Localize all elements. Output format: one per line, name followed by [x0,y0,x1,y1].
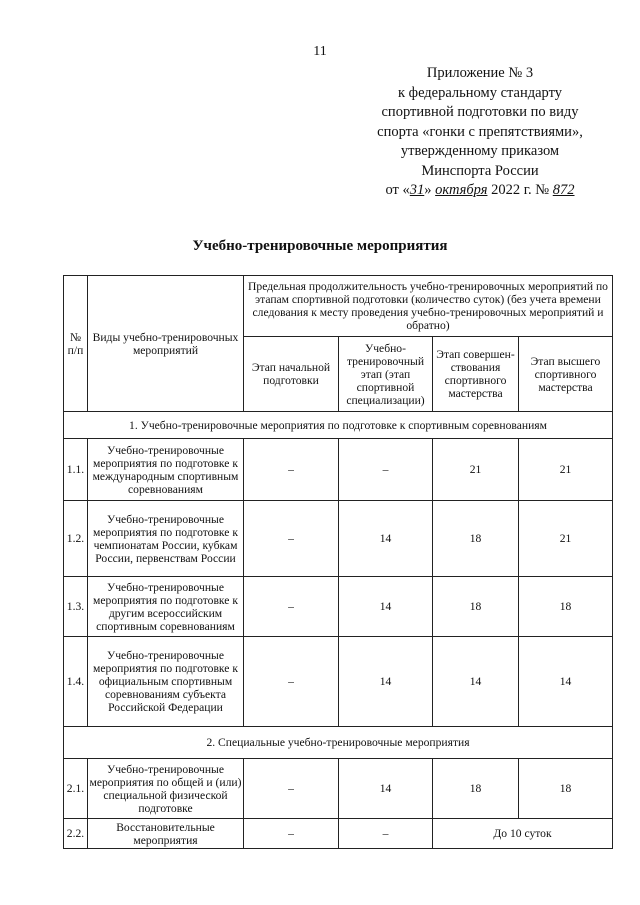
row-value: 18 [519,759,613,819]
row-num: 1.4. [64,637,88,727]
row-value: – [339,819,433,849]
row-value: 18 [433,577,519,637]
section-title: 2. Специальные учебно-тренировочные мероприятия [64,727,613,759]
col-header-stage: Учебно-тренировочный этап (этап спортивной специализации) [339,337,433,412]
order-date-line [360,181,600,201]
table-row [64,501,613,577]
row-value: 18 [433,759,519,819]
row-name: Восстановительные мероприятия [88,819,244,849]
row-value: 14 [519,637,613,727]
page-number: 11 [313,44,327,59]
appendix-line: Приложение № 3 [426,65,534,81]
document-title: Учебно-тренировочные мероприятия [192,238,448,254]
col-header-stage: Этап начальной подготовки [244,337,339,412]
row-value: 21 [519,501,613,577]
row-value: – [244,637,339,727]
section-row [64,727,613,759]
row-merged-value: До 10 суток [433,819,613,849]
row-num: 1.3. [64,577,88,637]
events-table [63,275,613,849]
row-num: 1.1. [64,439,88,501]
row-value: 18 [433,501,519,577]
row-value: 14 [339,637,433,727]
header-row [64,276,613,337]
row-value: 21 [433,439,519,501]
col-header-num: № п/п [64,276,88,412]
table-row [64,819,613,849]
row-num: 2.1. [64,759,88,819]
appendix-header [360,64,600,201]
row-value: – [244,439,339,501]
row-name: Учебно-тренировочные мероприятия по подготовке к чемпионатам России, кубкам России, первенствам России [88,501,244,577]
row-value: – [244,759,339,819]
table-row [64,577,613,637]
appendix-line: спорта «гонки с препятствиями», [377,123,583,140]
row-name: Учебно-тренировочные мероприятия по общей и (или) специальной физической подготовке [88,759,244,819]
col-header-duration: Предельная продолжительность учебно-тренировочных мероприятий по этапам спортивной подготовки (количество суток) (без учета времени следования к месту проведения учебно-тренировочных мероприятий и обратно) [244,276,613,337]
row-value: – [244,819,339,849]
section-row [64,412,613,439]
row-value: 14 [339,577,433,637]
date-month: октября [435,182,488,198]
appendix-line: Минспорта России [421,162,539,179]
date-year: 2022 г. № [491,182,550,198]
table-row [64,637,613,727]
row-value: 18 [519,577,613,637]
appendix-line: спортивной подготовки по виду [381,104,579,120]
row-value: – [244,501,339,577]
table-row [64,439,613,501]
date-day: 31 [409,182,425,198]
row-value: 14 [339,501,433,577]
row-name: Учебно-тренировочные мероприятия по подготовке к другим всероссийским спортивным соревнованиям [88,577,244,637]
row-value: 21 [519,439,613,501]
col-header-stage: Этап совершен-ствования спортивного мастерства [433,337,519,412]
row-value: – [339,439,433,501]
row-value: – [244,577,339,637]
row-name: Учебно-тренировочные мероприятия по подготовке к международным спортивным соревнованиям [88,439,244,501]
col-header-stage: Этап высшего спортивного мастерства [519,337,613,412]
section-title: 1. Учебно-тренировочные мероприятия по подготовке к спортивным соревнованиям [64,412,613,439]
row-num: 2.2. [64,819,88,849]
row-name: Учебно-тренировочные мероприятия по подготовке к официальным спортивным соревнованиям субъекта Российской Федерации [88,637,244,727]
row-value: 14 [339,759,433,819]
date-quote-close: » [424,182,432,198]
date-prefix: от « [385,182,410,198]
appendix-line: утвержденному приказом [400,143,560,159]
appendix-line: к федеральному стандарту [398,84,562,101]
row-value: 14 [433,637,519,727]
order-number: 872 [552,182,575,198]
row-num: 1.2. [64,501,88,577]
col-header-kind: Виды учебно-тренировочных мероприятий [88,276,244,412]
table-row [64,759,613,819]
